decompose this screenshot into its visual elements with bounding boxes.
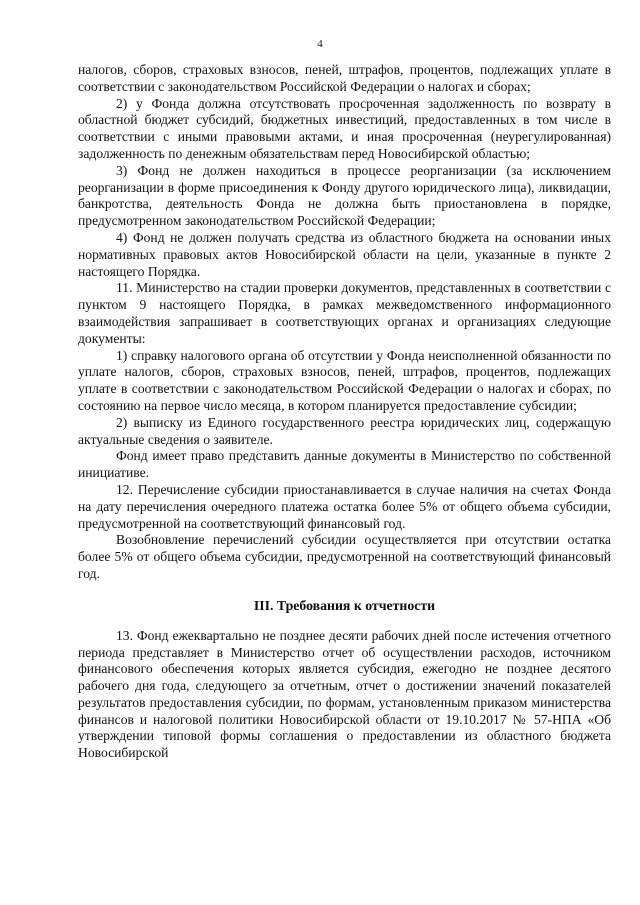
- paragraph-clause-11-item-2: 2) выписку из Единого государственного реестра юридических лиц, содержащую актуальные сведения о заявителе.: [78, 414, 611, 447]
- paragraph-item-4: 4) Фонд не должен получать средства из областного бюджета на основании иных нормативных правовых актов Новосибирской области на цели, указанные в пункте 2 настоящего Порядка.: [78, 229, 611, 279]
- paragraph-item-3: 3) Фонд не должен находиться в процессе реорганизации (за исключением реорганизации в форме присоединения к Фонду другого юридического лица), ликвидации, банкротства, деятельность Фонда не должна быть приостановлена в порядке, предусмотренном законодательством Российской Федерации;: [78, 162, 611, 229]
- page-number: 4: [317, 38, 323, 50]
- paragraph-clause-13: 13. Фонд ежеквартально не позднее десяти рабочих дней после истечения отчетного периода представляет в Министерство отчет об осуществлении расходов, источником финансового обеспечения которых является субсидия, ежегодно не позднее десятого рабочего дня года, следующего за отчетным, отчет о достижении значений показателей результатов предоставления субсидии, по формам, установленным приказом министерства финансов и налоговой политики Новосибирской области от 19.10.2017 № 57-НПА «Об утверждении типовой формы соглашения о предоставлении из областного бюджета Новосибирской: [78, 627, 611, 761]
- paragraph-continuation: налогов, сборов, страховых взносов, пеней, штрафов, процентов, подлежащих уплате в соответствии с законодательством Российской Федерации о налогах и сборах;: [78, 62, 611, 94]
- paragraph-clause-11-item-1: 1) справку налогового органа об отсутствии у Фонда неисполненной обязанности по уплате налогов, сборов, страховых взносов, пеней, штрафов, процентов, подлежащих уплате в соответствии с законодательством Российской Федерации о налогах и сборах, по состоянию на первое число месяца, в котором планируется предоставление субсидии;: [78, 347, 611, 413]
- paragraph-item-2: 2) у Фонда должна отсутствовать просроченная задолженность по возврату в областной бюджет субсидий, бюджетных инвестиций, предоставленных в том числе в соответствии с иными правовыми актами, и иная просроченная (неурегулированная) задолженность по денежным обязательствам перед Новосибирской областью;: [78, 95, 611, 161]
- paragraph-resumption: Возобновление перечислений субсидии осуществляется при отсутствии остатка более 5% от общего объема субсидии, предусмотренной на соответствующий финансовый год.: [78, 532, 611, 581]
- paragraph-clause-12: 12. Перечисление субсидии приостанавливается в случае наличия на счетах Фонда на дату перечисления очередного платежа остатка более 5% от общего объема субсидии, предусмотренной на соответствующий финансовый год.: [78, 481, 611, 531]
- section-heading: III. Требования к отчетности: [253, 597, 436, 613]
- paragraph-clause-11: 11. Министерство на стадии проверки документов, представленных в соответствии с пунктом 9 настоящего Порядка, в рамках межведомственного информационного взаимодействия запрашивает в соответствующих органах и организациях следующие документы:: [78, 280, 611, 346]
- paragraph-initiative: Фонд имеет право представить данные документы в Министерство по собственной инициативе.: [78, 448, 611, 481]
- document-body: [78, 62, 611, 762]
